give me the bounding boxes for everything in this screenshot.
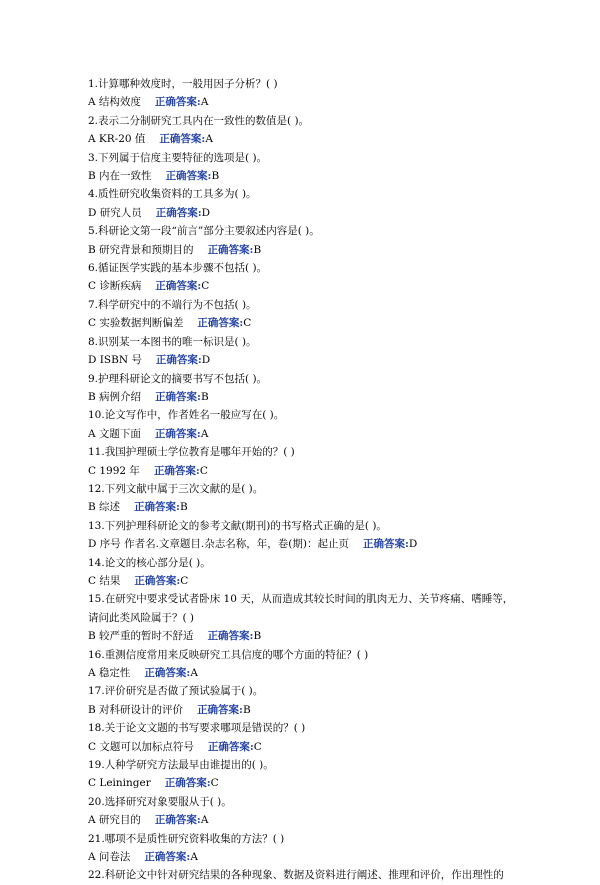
selected-option: C 实验数据判断偏差 <box>88 317 184 330</box>
question-text: 11.我国护理硕士学位教育是哪年开始的？( ) <box>88 446 295 459</box>
question-text: 20.选择研究对象要服从于( )。 <box>88 795 232 808</box>
answer-line <box>88 701 518 719</box>
answer-label: 正确答案: <box>207 740 254 753</box>
question-text: 4.质性研究收集资料的工具多为( )。 <box>88 188 257 201</box>
question-text: 16.重测信度常用来反映研究工具信度的哪个方面的特征？( ) <box>88 648 369 661</box>
answer-value: C <box>180 574 189 587</box>
answer-label: 正确答案: <box>165 170 212 183</box>
answer-line <box>88 738 518 756</box>
selected-option: A 研究目的 <box>88 814 141 827</box>
answer-value: C <box>210 777 219 790</box>
answer-line <box>88 462 518 480</box>
question-text: 2.表示二分制研究工具内在一致性的数值是( )。 <box>88 114 310 127</box>
answer-label: 正确答案: <box>154 814 201 827</box>
question-text: 1.计算哪种效度时，一般用因子分析？( ) <box>88 78 278 90</box>
answer-value: B <box>253 630 262 643</box>
selected-option: B 较严重的暂时不舒适 <box>88 630 194 643</box>
answer-line <box>88 774 518 792</box>
answer-line <box>88 167 518 185</box>
selected-option: C 文题可以加标点符号 <box>88 740 194 753</box>
selected-option: B 研究背景和预期目的 <box>88 243 194 256</box>
selected-option: A 结构效度 <box>88 96 141 109</box>
answer-value: C <box>199 464 208 477</box>
selected-option: D 研究人员 <box>88 206 142 219</box>
question-text: 6.循证医学实践的基本步骤不包括( )。 <box>88 262 268 275</box>
answer-value: B <box>211 170 220 183</box>
answer-line <box>88 848 518 866</box>
answer-value: D <box>408 538 418 551</box>
question-text: 7.科学研究中的不端行为不包括( )。 <box>88 298 257 311</box>
selected-option: D 序号 作者名.文章题目.杂志名称，年，卷(期)：起止页 <box>88 538 349 551</box>
answer-label: 正确答案: <box>362 538 409 551</box>
answer-label: 正确答案: <box>207 630 254 643</box>
selected-option: B 病例介绍 <box>88 390 142 403</box>
answer-label: 正确答案: <box>144 667 191 679</box>
selected-option: A 稳定性 <box>88 667 131 679</box>
answer-label: 正确答案: <box>159 133 206 146</box>
answer-label: 正确答案: <box>154 427 201 440</box>
document-body <box>88 75 518 885</box>
answer-line <box>88 93 518 111</box>
selected-option: B 对科研设计的评价 <box>88 703 184 716</box>
selected-option: D ISBN 号 <box>88 354 142 367</box>
answer-label: 正确答案: <box>153 464 200 477</box>
answer-line <box>88 314 518 332</box>
selected-option: B 内在一致性 <box>88 170 152 183</box>
answer-value: A <box>190 851 198 864</box>
question-text: 14.论文的核心部分是( )。 <box>88 556 211 569</box>
answer-label: 正确答案: <box>207 243 254 256</box>
selected-option: C 结果 <box>88 574 121 587</box>
answer-line <box>88 811 518 829</box>
question-text: 10.论文写作中，作者姓名一般应写在( )。 <box>88 409 285 422</box>
selected-option: A 问卷法 <box>88 851 131 864</box>
answer-label: 正确答案: <box>197 703 243 716</box>
answer-value: B <box>200 390 209 403</box>
question-text: 3.下列属于信度主要特征的选项是( )。 <box>88 151 268 164</box>
question-text: 13.下列护理科研论文的参考文献(期刊)的书写格式正确的是( )。 <box>88 519 387 532</box>
answer-label: 正确答案: <box>155 206 202 219</box>
answer-label: 正确答案: <box>134 501 180 514</box>
answer-line <box>88 425 518 443</box>
answer-line <box>88 572 518 590</box>
question-text: 18.关于论文文题的书写要求哪项是错误的？( ) <box>88 722 306 735</box>
answer-value: A <box>200 96 209 109</box>
answer-value: D <box>201 206 211 219</box>
answer-label: 正确答案: <box>155 280 202 293</box>
answer-value: A <box>200 814 209 827</box>
question-text: 12.下列文献中属于三次文献的是( )。 <box>88 482 264 495</box>
answer-label: 正确答案: <box>154 96 201 109</box>
answer-value: B <box>253 243 262 256</box>
answer-line <box>88 388 518 406</box>
selected-option: C 诊断疾病 <box>88 280 142 293</box>
question-text: 8.识别某一本图书的唯一标识是( )。 <box>88 335 257 348</box>
answer-line <box>88 277 518 295</box>
answer-line <box>88 627 518 645</box>
answer-label: 正确答案: <box>155 354 202 367</box>
answer-value: D <box>201 354 211 367</box>
answer-label: 正确答案: <box>164 777 211 790</box>
selected-option: B 综述 <box>88 501 121 514</box>
question-text: 15.在研究中要求受试者卧床 10 天，从而造成其较长时间的肌肉无力、关节疼痛、嗜睡等，请问此类风险属于？( ) <box>88 593 514 624</box>
answer-value: A <box>205 133 213 146</box>
answer-label: 正确答案: <box>134 574 181 587</box>
question-text: 5.科研论文第一段“前言”部分主要叙述内容是( )。 <box>88 225 320 238</box>
answer-value: A <box>190 667 198 679</box>
question-text: 22.科研论文中针对研究结果的各种现象、数据及资料进行阐述、推理和评价，作出理性的 <box>88 869 504 882</box>
answer-line <box>88 664 518 682</box>
answer-label: 正确答案: <box>197 317 244 330</box>
selected-option: C Leininger <box>88 777 151 790</box>
answer-value: B <box>242 703 251 716</box>
answer-line <box>88 241 518 259</box>
answer-value: C <box>243 317 252 330</box>
question-text: 9.护理科研论文的摘要书写不包括( )。 <box>88 372 268 385</box>
question-text: 21.哪项不是质性研究资料收集的方法？( ) <box>88 832 285 845</box>
selected-option: A 文题下面 <box>88 427 141 440</box>
answer-value: C <box>253 740 262 753</box>
answer-line <box>88 204 518 222</box>
answer-value: C <box>201 280 210 293</box>
answer-line <box>88 535 518 553</box>
answer-line <box>88 351 518 369</box>
selected-option: C 1992 年 <box>88 464 140 477</box>
answer-label: 正确答案: <box>155 390 201 403</box>
question-text: 17.评价研究是否做了预试验属于( )。 <box>88 685 264 698</box>
answer-value: A <box>200 427 209 440</box>
answer-line <box>88 130 518 148</box>
answer-line <box>88 498 518 516</box>
selected-option: A KR-20 值 <box>88 133 146 146</box>
answer-value: B <box>179 501 188 514</box>
question-text: 19.人种学研究方法最早由谁提出的( )。 <box>88 759 274 772</box>
answer-label: 正确答案: <box>144 851 191 864</box>
